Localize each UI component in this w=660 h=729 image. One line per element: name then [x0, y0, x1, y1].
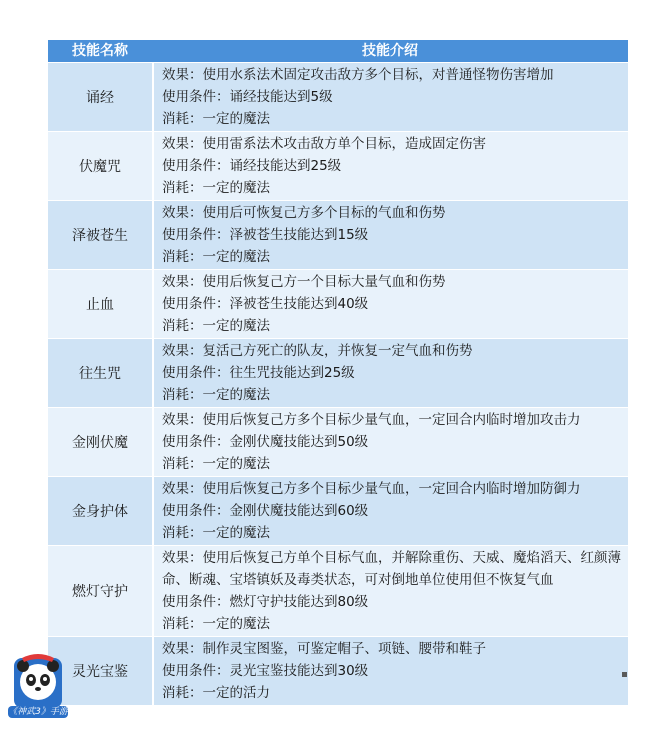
table-body [48, 62, 628, 705]
panda-mascot-icon [12, 652, 64, 712]
skill-desc-cell [154, 63, 628, 131]
skill-desc-line: 消耗：一定的魔法 [162, 111, 270, 127]
skill-desc-cell [154, 132, 628, 200]
skill-desc-line: 使用条件：金刚伏魔技能达到50级 [162, 434, 369, 450]
table-row [48, 545, 628, 636]
header-skill-desc: 技能介绍 [362, 43, 418, 59]
skill-desc-cell [154, 408, 628, 476]
table-row [48, 131, 628, 200]
skill-desc-cell [154, 637, 628, 705]
skill-desc-cell [154, 270, 628, 338]
skill-desc-line: 效果：使用后恢复己方一个目标大量气血和伤势 [162, 274, 446, 290]
skill-desc-line: 效果：使用后可恢复己方多个目标的气血和伤势 [162, 205, 446, 221]
skill-desc-line: 消耗：一定的魔法 [162, 249, 270, 265]
skill-desc-cell [154, 477, 628, 545]
skill-desc-line: 消耗：一定的魔法 [162, 525, 270, 541]
skill-name-cell: 泽被苍生 [48, 201, 154, 269]
skill-desc-line: 消耗：一定的魔法 [162, 180, 270, 196]
skill-desc-line: 使用条件：泽被苍生技能达到40级 [162, 296, 369, 312]
skill-name-cell: 金身护体 [48, 477, 154, 545]
skill-name-cell: 往生咒 [48, 339, 154, 407]
table-row [48, 200, 628, 269]
skill-desc-line: 消耗：一定的魔法 [162, 616, 270, 632]
table-row [48, 636, 628, 705]
skill-desc-line: 消耗：一定的魔法 [162, 387, 270, 403]
skill-desc-cell [154, 546, 628, 636]
skill-name-cell: 伏魔咒 [48, 132, 154, 200]
skill-desc-line: 效果：复活己方死亡的队友，并恢复一定气血和伤势 [162, 343, 473, 359]
skill-desc-line: 消耗：一定的魔法 [162, 456, 270, 472]
table-row [48, 407, 628, 476]
skill-name-cell: 灵光宝鉴 [48, 637, 154, 705]
skill-name-cell: 燃灯守护 [48, 546, 154, 636]
skill-desc-line: 效果：使用后恢复己方多个目标少量气血，一定回合内临时增加攻击力 [162, 412, 581, 428]
skill-desc-line: 效果：制作灵宝图鉴，可鉴定帽子、项链、腰带和鞋子 [162, 641, 486, 657]
table-row [48, 338, 628, 407]
table-row [48, 476, 628, 545]
skill-desc-line: 效果：使用后恢复己方单个目标气血，并解除重伤、天威、魔焰滔天、红颜薄命、断魂、宝塔镇妖及毒类状态，可对倒地单位使用但不恢复气血 [162, 550, 621, 588]
skill-desc-line: 使用条件：燃灯守护技能达到80级 [162, 594, 369, 610]
corner-marker [622, 672, 627, 677]
watermark-label: 《神武3》手游 [8, 707, 68, 717]
skill-table [48, 40, 628, 705]
skill-desc-line: 使用条件：诵经技能达到5级 [162, 89, 333, 105]
table-row [48, 269, 628, 338]
skill-desc-line: 效果：使用水系法术固定攻击敌方多个目标，对普通怪物伤害增加 [162, 67, 554, 83]
skill-desc-line: 效果：使用雷系法术攻击敌方单个目标，造成固定伤害 [162, 136, 486, 152]
skill-desc-line: 使用条件：往生咒技能达到25级 [162, 365, 355, 381]
skill-desc-line: 使用条件：金刚伏魔技能达到60级 [162, 503, 369, 519]
header-skill-name: 技能名称 [72, 43, 128, 59]
skill-desc-line: 消耗：一定的魔法 [162, 318, 270, 334]
table-header [48, 40, 628, 62]
skill-desc-line: 使用条件：诵经技能达到25级 [162, 158, 342, 174]
skill-name-cell: 金刚伏魔 [48, 408, 154, 476]
skill-desc-line: 使用条件：泽被苍生技能达到15级 [162, 227, 369, 243]
skill-name-cell: 止血 [48, 270, 154, 338]
skill-desc-line: 效果：使用后恢复己方多个目标少量气血，一定回合内临时增加防御力 [162, 481, 581, 497]
skill-desc-cell [154, 339, 628, 407]
skill-desc-line: 消耗：一定的活力 [162, 685, 270, 701]
skill-desc-cell [154, 201, 628, 269]
table-row [48, 62, 628, 131]
skill-name-cell: 诵经 [48, 63, 154, 131]
skill-desc-line: 使用条件：灵光宝鉴技能达到30级 [162, 663, 369, 679]
